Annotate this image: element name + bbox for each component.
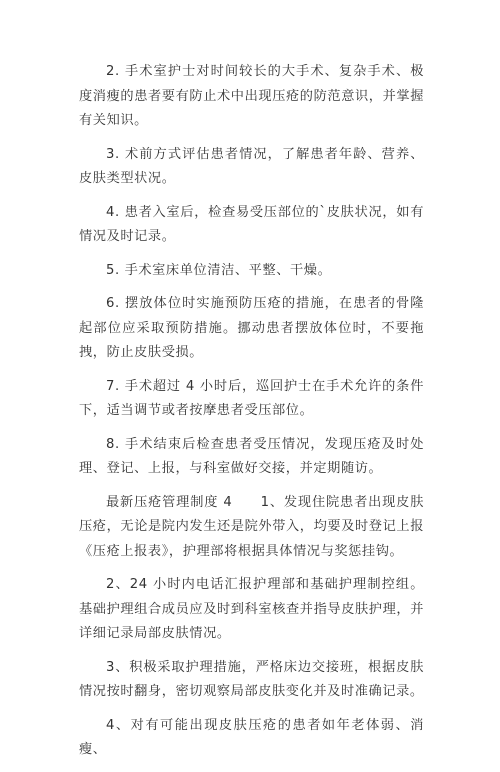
paragraph-item-2: 2. 手术室护士对时间较长的大手术、复杂手术、极度消瘦的患者要有防止术中出现压疮的防范意识，并掌握有关知识。 (79, 64, 424, 128)
paragraph-item-4: 4. 患者入室后，检查易受压部位的`皮肤状况，如有情况及时记录。 (79, 204, 424, 244)
paragraph-rule-2: 2、24 小时内电话汇报护理部和基础护理制控组。基础护理组合成员应及时到科室核查并指导皮肤护理，并详细记录局部皮肤情况。 (79, 577, 424, 641)
paragraph-item-6: 6. 摆放体位时实施预防压疮的措施，在患者的骨隆起部位应采取预防措施。挪动患者摆放体位时，不要拖拽，防止皮肤受损。 (79, 296, 424, 360)
paragraph-item-7: 7. 手术超过 4 小时后，巡回护士在手术允许的条件下，适当调节或者按摩患者受压部位。 (79, 378, 424, 418)
paragraph-rule-3: 3、积极采取护理措施，严格床边交接班，根据皮肤情况按时翻身，密切观察局部皮肤变化并及时准确记录。 (79, 659, 424, 699)
paragraph-rule-4: 4、对有可能出现皮肤压疮的患者如年老体弱、消瘦、 (79, 717, 424, 757)
paragraph-item-8: 8. 手术结束后检查患者受压情况，发现压疮及时处理、登记、上报，与科室做好交接，并定期随访。 (79, 436, 424, 476)
document-body (79, 60, 424, 772)
section-heading-paragraph: 最新压疮管理制度 4 1、发现住院患者出现皮肤压疮，无论是院内发生还是院外带入，均要及时登记上报《压疮上报表》，护理部将根据具体情况与奖惩挂钩。 (79, 494, 424, 559)
paragraph-item-3: 3. 术前方式评估患者情况，了解患者年龄、营养、皮肤类型状况。 (79, 146, 424, 186)
paragraph-item-5: 5. 手术室床单位清洁、平整、干燥。 (106, 262, 332, 278)
